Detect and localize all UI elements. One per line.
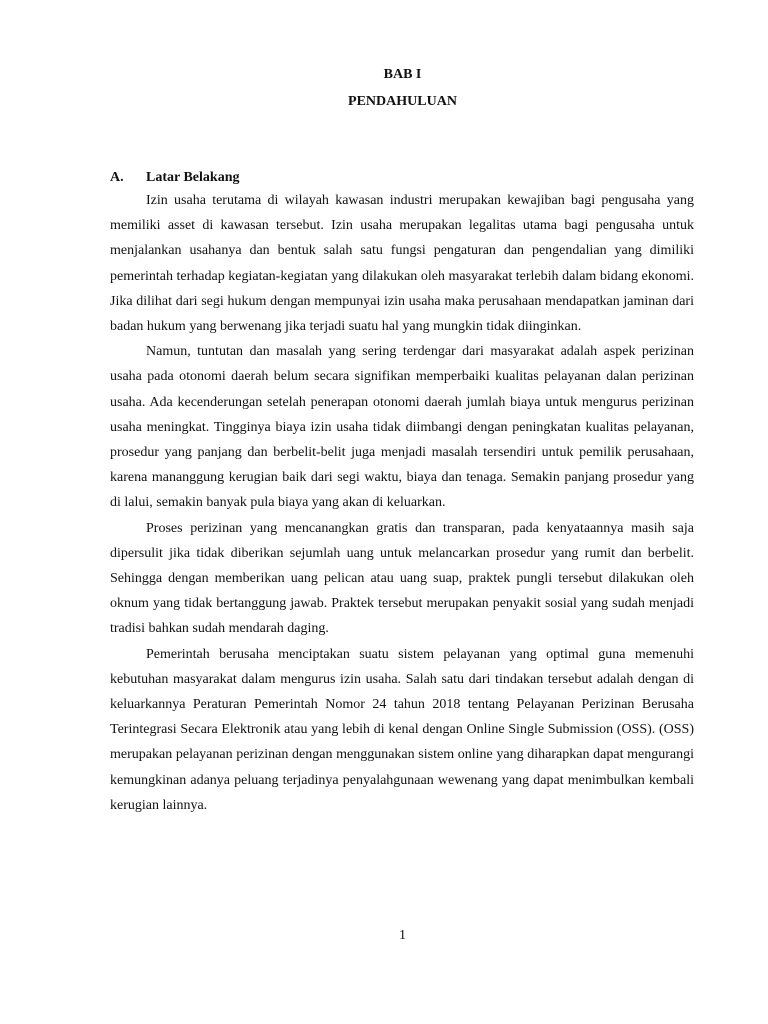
section-letter: A. [110,170,124,185]
section-title: Latar Belakang [146,170,240,185]
chapter-title: PENDAHULUAN [348,94,457,109]
section-heading [110,168,694,188]
chapter-number: BAB I [383,67,422,82]
body-paragraph: Namun, tuntutan dan masalah yang sering terdengar dari masyarakat adalah aspek perizinan usaha pada otonomi daerah belum secara signifikan memperbaiki kualitas pelayanan dalan perizinan usaha. Ada kecenderungan setelah penerapan otonomi daerah jumlah biaya untuk mengurus perizinan usaha meningkat. Tingginya biaya izin usaha tidak diimbangi dengan peningkatan kualitas pelayanan, prosedur yang panjang dan berbelit-belit juga menjadi masalah tersendiri untuk pemilik perusahaan, karena mananggung kerugian baik dari segi waktu, biaya dan tenaga. Semakin panjang prosedur yang di lalui, semakin banyak pula biaya yang akan di keluarkan. [110,344,694,511]
body-paragraph: Pemerintah berusaha menciptakan suatu sistem pelayanan yang optimal guna memenuhi kebutuhan masyarakat dalam mengurus izin usaha. Salah satu dari tindakan tersebut adalah dengan di keluarkannya Peraturan Pemerintah Nomor 24 tahun 2018 tentang Pelayanan Perizinan Berusaha Terintegrasi Secara Elektronik atau yang lebih di kenal dengan Online Single Submission (OSS). (OSS) merupakan pelayanan perizinan dengan menggunakan sistem online yang diharapkan dapat mengurangi kemungkinan adanya peluang terjadinya penyalahgunaan wewenang yang dapat menimbulkan kembali kerugian lainnya. [110,646,694,813]
body-paragraph: Proses perizinan yang mencanangkan gratis dan transparan, pada kenyataannya masih saja dipersulit jika tidak diberikan sejumlah uang untuk melancarkan prosedur yang rumit dan berbelit. Sehingga dengan memberikan uang pelican atau uang suap, praktek pungli tersebut dilakukan oleh oknum yang tidak bertanggung jawab. Praktek tersebut merupakan penyakit sosial yang sudah menjadi tradisi bahkan sudah mendarah daging. [110,520,694,637]
page-number: 1 [399,928,406,943]
body-paragraph: Izin usaha terutama di wilayah kawasan industri merupakan kewajiban bagi pengusaha yang memiliki asset di kawasan tersebut. Izin usaha merupakan legalitas utama bagi pengusaha untuk menjalankan usahanya dan bentuk salah satu fungsi pengaturan dan pengendalian yang dimiliki pemerintah terhadap kegiatan-kegiatan yang dilakukan oleh masyarakat terlebih dalam bidang ekonomi. Jika dilihat dari segi hukum dengan mempunyai izin usaha maka perusahaan mendapatkan jaminan dari badan hukum yang berwenang jika terjadi suatu hal yang mungkin tidak diinginkan. [110,193,694,335]
section-latar-belakang [110,168,694,818]
